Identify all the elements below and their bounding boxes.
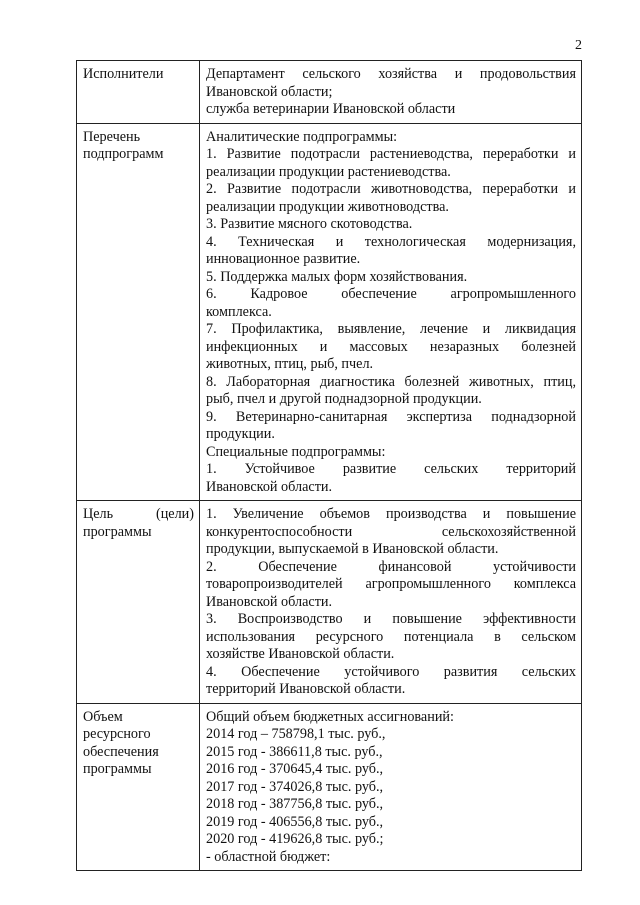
- content-line: 3. Воспроизводство и повышение эффективности: [206, 611, 576, 627]
- row-label-text: Цель: [83, 506, 114, 522]
- content-line: инновационное развитие.: [206, 251, 361, 267]
- content-line: Департамент сельского хозяйства и продовольствия: [206, 66, 576, 82]
- row-label-text: (цели): [155, 506, 194, 522]
- content-line: животных, птиц, рыб, пчел.: [206, 356, 374, 372]
- content-line: 2018 год - 387756,8 тыс. руб.,: [206, 796, 384, 812]
- content-line: конкурентоспособности сельскохозяйственной: [206, 523, 576, 540]
- content-line: рыб, пчел и другой поднадзорной продукции.: [206, 391, 482, 407]
- content-line: продукции.: [206, 426, 275, 442]
- row-label-text: программы: [83, 523, 152, 540]
- content-line: 2. Развитие подотрасли животноводства, переработки и: [206, 181, 576, 197]
- row-label-cell: [77, 501, 200, 704]
- content-line: Специальные подпрограммы:: [206, 443, 386, 460]
- row-content-cell: [200, 123, 582, 501]
- content-line: 2015 год - 386611,8 тыс. руб.,: [206, 743, 383, 760]
- content-line: инфекционных и массовых незаразных болезней: [206, 338, 576, 355]
- content-line: использования ресурсного потенциала в сельском: [206, 628, 576, 645]
- content-line: 2. Обеспечение финансовой устойчивости: [206, 558, 576, 575]
- row-label-text: программы: [83, 761, 152, 777]
- row-label-text: Исполнители: [83, 66, 164, 82]
- content-line: 6. Кадровое обеспечение агропромышленного: [206, 286, 576, 302]
- content-line: 1. Устойчивое развитие сельских территорий: [206, 461, 576, 477]
- program-passport-table: [76, 60, 582, 871]
- content-line: реализации продукции животноводства.: [206, 198, 449, 215]
- content-line: продукции, выпускаемой в Ивановской области.: [206, 541, 499, 557]
- content-line: 2014 год – 758798,1 тыс. руб.,: [206, 726, 386, 742]
- row-label-text: обеспечения: [83, 743, 159, 760]
- table-row: [77, 123, 582, 501]
- table-row: [77, 703, 582, 871]
- content-line: Общий объем бюджетных ассигнований:: [206, 708, 454, 725]
- content-line: Ивановской области;: [206, 83, 333, 100]
- content-line: комплекса.: [206, 303, 272, 320]
- row-label-text: Объем: [83, 708, 123, 725]
- content-line: 2020 год - 419626,8 тыс. руб.;: [206, 831, 384, 847]
- content-line: 8. Лабораторная диагностика болезней животных, птиц,: [206, 373, 576, 390]
- content-line: 1. Увеличение объемов производства и повышение: [206, 506, 576, 522]
- content-line: - областной бюджет:: [206, 848, 331, 865]
- content-line: 4. Техническая и технологическая модернизация,: [206, 233, 576, 250]
- content-line: хозяйстве Ивановской области.: [206, 646, 395, 662]
- content-line: 5. Поддержка малых форм хозяйствования.: [206, 268, 468, 285]
- row-label-split: [83, 506, 194, 524]
- row-label-cell: [77, 703, 200, 871]
- content-line: 7. Профилактика, выявление, лечение и ликвидация: [206, 321, 576, 337]
- row-label-text: Перечень: [83, 128, 141, 145]
- content-line: 2017 год - 374026,8 тыс. руб.,: [206, 778, 384, 795]
- content-line: Ивановской области.: [206, 593, 333, 610]
- row-content-cell: [200, 703, 582, 871]
- content-line: 2019 год - 406556,8 тыс. руб.,: [206, 813, 384, 830]
- row-label-cell: [77, 123, 200, 501]
- row-content-cell: [200, 501, 582, 704]
- row-label-text: подпрограмм: [83, 146, 164, 162]
- content-line: Ивановской области.: [206, 478, 333, 495]
- content-line: 9. Ветеринарно-санитарная экспертиза поднадзорной: [206, 408, 576, 425]
- row-label-text: ресурсного: [83, 726, 151, 742]
- content-line: 3. Развитие мясного скотоводства.: [206, 216, 413, 232]
- content-line: 1. Развитие подотрасли растениеводства, переработки и: [206, 146, 576, 162]
- row-label-cell: [77, 61, 200, 124]
- page-number: 2: [575, 38, 582, 53]
- row-content-cell: [200, 61, 582, 124]
- content-line: товаропроизводителей агропромышленного комплекса: [206, 576, 576, 592]
- content-line: 2016 год - 370645,4 тыс. руб.,: [206, 761, 384, 777]
- table-row: [77, 501, 582, 704]
- content-line: территорий Ивановской области.: [206, 681, 406, 697]
- content-line: реализации продукции растениеводства.: [206, 163, 451, 180]
- content-line: служба ветеринарии Ивановской области: [206, 101, 456, 117]
- content-line: Аналитические подпрограммы:: [206, 128, 398, 145]
- table-row: [77, 61, 582, 124]
- content-line: 4. Обеспечение устойчивого развития сельских: [206, 663, 576, 680]
